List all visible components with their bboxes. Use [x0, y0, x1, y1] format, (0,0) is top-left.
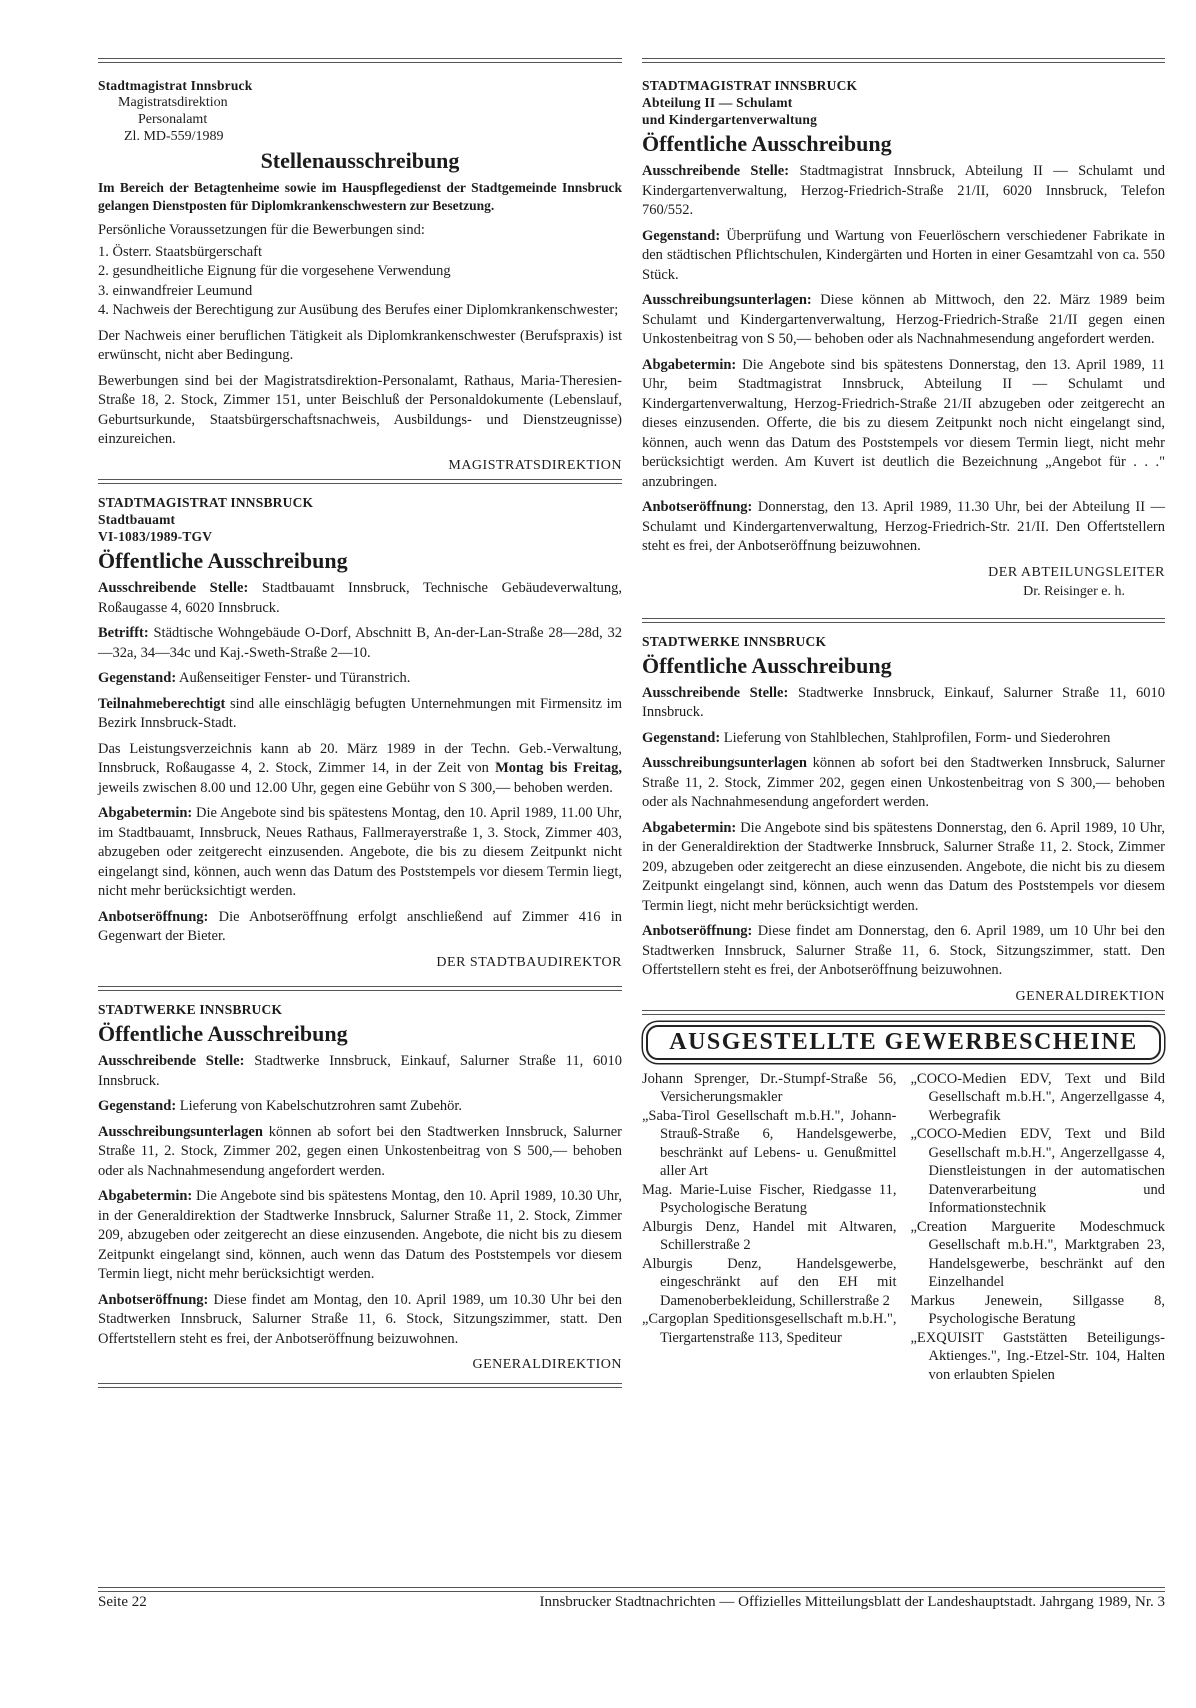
notice-paragraph — [98, 1097, 622, 1117]
notice-title: Öffentliche Ausschreibung — [642, 652, 892, 678]
field-label: Ausschreibende Stelle: — [642, 163, 790, 179]
field-label: Anbotseröffnung: — [98, 908, 209, 925]
notice-stadtwerke-kabel — [98, 991, 622, 1375]
notice-org: Stadtmagistrat Innsbruck — [98, 78, 253, 93]
notice-paragraph — [98, 1187, 622, 1285]
notice-org: STADTWERKE INNSBRUCK — [98, 1002, 283, 1017]
field-text: Außenseitiger Fenster- und Türanstrich. — [176, 670, 411, 686]
notice-paragraph — [642, 754, 1165, 813]
list-item: 3. einwandfreier Leumund — [98, 282, 253, 299]
field-text: können ab sofort bei den Stadtwerken Innsbruck, Salurner Straße 11, 2. Stock, Zimmer 202, gegen einen Unkostenbeitrag von S 300,— behoben oder als Nachnahmesendung angefordert werden. — [642, 755, 1165, 810]
notice-paragraph — [98, 579, 622, 618]
list-item: 4. Nachweis der Berechtigung zur Ausübung des Berufes einer Diplomkrankenschwester; — [98, 302, 619, 318]
notice-paragraph — [98, 695, 622, 734]
field-text: Die Anbotseröffnung erfolgt anschließend auf Zimmer 416 in Gegenwart der Bieter. — [98, 908, 622, 944]
notice-paragraph: Bewerbungen sind bei der Magistratsdirektion-Personalamt, Rathaus, Maria-Theresien-Straße 18, 2. Stock, Zimmer 151, unter Beischluß der Personaldokumente (Lebenslauf, Geburtsurkunde, Staatsbürgerschaftsnachweis, Ausbildungs- und Dienstzeugnisse) einzureichen. — [98, 372, 622, 447]
notice-paragraph — [642, 291, 1165, 350]
publication-line: Innsbrucker Stadtnachrichten — Offizielles Mitteilungsblatt der Landeshauptstadt. Jahrgang 1989, Nr. 3 — [539, 1594, 1165, 1610]
requirements-list — [98, 243, 622, 321]
notice-title: Öffentliche Ausschreibung — [642, 131, 892, 156]
notice-sub: Magistratsdirektion — [118, 95, 228, 110]
notice-paragraph — [642, 356, 1165, 493]
notice-sub: Stadtbauamt — [98, 512, 176, 527]
field-text: Diese findet am Montag, den 10. April 1989, um 10.30 Uhr bei den Stadtwerken Innsbruck, Salurner Straße 11, 6. Stock, Sitzungszimmer, statt. Den Offertstellern steht es frei, der Anbotseröffnung beizuwohnen. — [98, 1291, 622, 1347]
field-label: Gegenstand: — [642, 729, 721, 746]
field-text: Die Angebote sind bis spätestens Montag, den 10. April 1989, 10.30 Uhr, in der Generaldirektion der Stadtwerke Innsbruck, Salurner Straße 11, 2. Stock, Zimmer 209, abzugeben oder zeitgerecht an diese einzusenden. Angebote, die nicht bis zu diesem Zeitpunkt eingelangt sind, können, auch wenn das Datum des Poststempels vor diesem Termin liegt, nicht mehr berücksichtigt werden. — [98, 1188, 622, 1282]
field-text: Stadtbauamt Innsbruck, Technische Gebäudeverwaltung, Roßaugasse 4, 6020 Innsbruck. — [98, 580, 622, 616]
field-text: Städtische Wohngebäude O-Dorf, Abschnitt B, An-der-Lan-Straße 28—28d, 32—32a, 34—34c und Kaj.-Sweth-Straße 2—10. — [98, 625, 622, 661]
field-text: Diese können ab Mittwoch, den 22. März 1989 beim Schulamt und Kindergartenverwaltung, Herzog-Friedrich-Straße 21/II gegen einen Unkostenbeitrag von S 50,— behoben oder als Nachnahmesendung angefordert werden. — [642, 292, 1165, 347]
field-label: Abgabetermin: — [642, 356, 737, 373]
notice-paragraph — [642, 684, 1165, 723]
notice-org: STADTMAGISTRAT INNSBRUCK — [98, 495, 314, 510]
page-footer — [98, 1594, 1165, 1611]
field-label: Gegenstand: — [98, 670, 177, 686]
notice-title: Öffentliche Ausschreibung — [98, 548, 348, 573]
notice-signature: DER ABTEILUNGSLEITER — [988, 564, 1165, 580]
list-item: Markus Jenewein, Sillgasse 8, Psychologische Beratung — [910, 1292, 1165, 1327]
field-label: Anbotseröffnung: — [98, 1291, 209, 1308]
notice-sub: Abteilung II — Schulamt — [642, 95, 793, 110]
field-label: Ausschreibungsunterlagen: — [642, 292, 812, 308]
notice-paragraph — [98, 804, 622, 902]
notice-signature: DER STADTBAUDIREKTOR — [436, 954, 622, 970]
notice-ref: Zl. MD-559/1989 — [124, 129, 224, 144]
notice-paragraph — [98, 1123, 622, 1182]
notice-ref: VI-1083/1989-TGV — [98, 529, 213, 544]
field-label: Betrifft: — [98, 625, 149, 641]
notice-title: Öffentliche Ausschreibung — [98, 1021, 348, 1046]
field-text: Lieferung von Stahlblechen, Stahlprofilen, Form- und Siederohren — [720, 729, 1111, 746]
notice-paragraph — [642, 729, 1165, 749]
page-number: Seite 22 — [98, 1594, 147, 1610]
field-label: Ausschreibende Stelle: — [98, 580, 249, 596]
list-item: 1. Österr. Staatsbürgerschaft — [98, 243, 263, 260]
notice-paragraph — [98, 740, 622, 799]
field-text: Donnerstag, den 13. April 1989, 11.30 Uhr, bei der Abteilung II — Schulamt und Kindergartenverwaltung, Herzog-Friedrich-Str. 21/II. Den Offertstellern steht es frei, der Anbotseröffnung beizuwohnen. — [642, 499, 1165, 554]
footer-rule — [98, 1587, 1165, 1592]
column-rule — [98, 1383, 622, 1388]
list-item: „Cargoplan Speditionsgesellschaft m.b.H.", Tiergartenstraße 113, Spediteur — [642, 1311, 897, 1346]
field-text: sind alle einschlägig befugten Unternehmungen mit Firmensitz im Bezirk Innsbruck-Stadt. — [98, 695, 622, 731]
list-item: „COCO-Medien EDV, Text und Bild Gesellschaft m.b.H.", Angerzellgasse 4, Dienstleistungen in der automatischen Datenverarbeitung und Informationstechnik — [910, 1126, 1165, 1216]
field-text: Stadtwerke Innsbruck, Einkauf, Salurner Straße 11, 6010 Innsbruck. — [642, 684, 1165, 720]
field-label: Abgabetermin: — [642, 819, 737, 836]
field-label: Anbotseröffnung: — [642, 923, 753, 939]
field-label: Gegenstand: — [98, 1098, 177, 1114]
right-column — [642, 58, 1165, 1384]
field-label: Abgabetermin: — [98, 805, 193, 821]
column-rule — [642, 1010, 1165, 1015]
notice-org: STADTWERKE INNSBRUCK — [642, 633, 827, 649]
gewerbescheine-list — [642, 1070, 1165, 1385]
field-text: können ab sofort bei den Stadtwerken Innsbruck, Salurner Straße 11, 2. Stock, Zimmer 202, gegen einen Unkostenbeitrag von S 500,— behoben oder als Nachnahmesendung angefordert werden. — [98, 1123, 622, 1179]
field-text: Überprüfung und Wartung von Feuerlöschern verschiedener Fabrikate in den städtischen Pflichtschulen, Kindergärten und Horten in einer Gesamtzahl von ca. 550 Stück. — [642, 227, 1165, 283]
left-column — [98, 58, 622, 1388]
field-label: Anbotseröffnung: — [642, 499, 753, 515]
notice-paragraph — [98, 669, 622, 689]
notice-stadtbauamt — [98, 484, 622, 972]
field-label: Ausschreibende Stelle: — [98, 1053, 245, 1069]
field-text: Die Angebote sind bis spätestens Donnerstag, den 6. April 1989, 10 Uhr, in der Generaldirektion der Stadtwerke Innsbruck, Salurner Straße 11, 2. Stock, Zimmer 209, abzugeben oder zeitgerecht an diese einzusenden. Angebote, die nicht bis zu diesem Zeitpunkt eingelangt sind, können, auch wenn das Datum des Poststempels vor diesem Termin liegt, nicht mehr berücksichtigt werden. — [642, 819, 1165, 914]
notice-paragraph — [642, 162, 1165, 221]
field-label: Ausschreibungsunterlagen — [642, 755, 807, 771]
field-text: Die Angebote sind bis spätestens Montag, den 10. April 1989, 11.00 Uhr, im Stadtbauamt, Innsbruck, Neues Rathaus, Fallmerayerstraße 1, 3. Stock, Zimmer 403, abzugeben oder zeitgerecht einzusenden. Angebote, die bis zu diesem Zeitpunkt nicht eingelangt sind, können, auch wenn das Datum des Poststempels vor diesem Termin liegt, nicht mehr berücksichtigt werden. — [98, 805, 622, 899]
notice-sub: Personalamt — [138, 112, 208, 127]
field-label: Teilnahmeberechtigt — [98, 695, 226, 712]
notice-title: Stellenausschreibung — [260, 148, 460, 173]
notice-signature: GENERALDIREKTION — [1015, 988, 1165, 1004]
notice-schulamt — [642, 63, 1165, 602]
field-text: Das Leistungsverzeichnis kann ab 20. März 1989 in der Techn. Geb.-Verwaltung, Innsbruck, Roßaugasse 4, 2. Stock, Zimmer 14, in der Zeit von — [98, 740, 622, 776]
list-item: Alburgis Denz, Handel mit Altwaren, Schillerstraße 2 — [642, 1218, 897, 1253]
list-item: „Saba-Tirol Gesellschaft m.b.H.", Johann-Strauß-Straße 6, Handelsgewerbe, beschränkt auf Lebens- u. Genußmittel aller Art — [642, 1107, 897, 1179]
field-text: Stadtwerke Innsbruck, Einkauf, Salurner Straße 11, 6010 Innsbruck. — [98, 1053, 622, 1089]
field-text: jeweils zwischen 8.00 und 12.00 Uhr, gegen eine Gebühr von S 300,— behoben werden. — [98, 779, 613, 796]
list-item: „EXQUISIT Gaststätten Beteiligungs-Aktienges.", Ing.-Etzel-Str. 104, Halten von erlaubten Spielen — [910, 1329, 1165, 1383]
notice-paragraph — [642, 819, 1165, 917]
notice-signature: MAGISTRATSDIREKTION — [448, 457, 622, 473]
field-text: Die Angebote sind bis spätestens Donnerstag, den 13. April 1989, 11 Uhr, beim Stadtmagistrat Innsbruck, Abteilung II — Schulamt und Kindergartenverwaltung, Herzog-Friedrich-Straße 21/II abzugeben oder zeitgerecht an dieses einzusenden. Offerte, die bis zu diesem Zeitpunkt noch nicht eingelangt sind, können, auch wenn das Datum des Poststempels vor diesem Termin liegt, nicht mehr berücksichtigt werden. Am Kuvert ist deutlich die Bezeichnung „Angebot für . . ." anzubringen. — [642, 356, 1165, 490]
gewerbescheine-column — [911, 1070, 1166, 1385]
notice-paragraph: Persönliche Voraussetzungen für die Bewerbungen sind: — [98, 222, 425, 238]
notice-paragraph — [98, 1052, 622, 1091]
notice-paragraph — [98, 1291, 622, 1350]
notice-stadtwerke-stahl — [642, 623, 1165, 1007]
field-label: Ausschreibungsunterlagen — [98, 1123, 263, 1140]
list-item: Johann Sprenger, Dr.-Stumpf-Straße 56, Versicherungsmakler — [642, 1070, 897, 1105]
notice-stellenausschreibung — [98, 63, 622, 475]
notice-paragraph — [642, 498, 1165, 557]
notice-paragraph — [642, 922, 1165, 981]
notice-lead: Im Bereich der Betagtenheime sowie im Hauspflegedienst der Stadtgemeinde Innsbruck gelangen Dienstposten für Diplomkrankenschwestern zur Besetzung. — [98, 180, 622, 213]
list-item: Alburgis Denz, Handelsgewerbe, eingeschränkt auf den EH mit Damenoberbekleidung, Schillerstraße 2 — [642, 1255, 897, 1309]
notice-signature: GENERALDIREKTION — [472, 1357, 622, 1372]
gewerbescheine-column — [642, 1070, 897, 1385]
list-item: Mag. Marie-Luise Fischer, Riedgasse 11, Psychologische Beratung — [642, 1181, 897, 1216]
field-label: Abgabetermin: — [98, 1188, 193, 1204]
notice-signature-name: Dr. Reisinger e. h. — [1023, 584, 1125, 599]
field-text: Stadtmagistrat Innsbruck, Abteilung II — Schulamt und Kindergartenverwaltung, Herzog-Friedrich-Straße 21/II, 6020 Innsbruck, Telefon 760/552. — [642, 163, 1165, 218]
list-item: „COCO-Medien EDV, Text und Bild Gesellschaft m.b.H.", Angerzellgasse 4, Werbegrafik — [910, 1070, 1165, 1124]
list-item: 2. gesundheitliche Eignung für die vorgesehene Verwendung — [98, 263, 451, 279]
field-text: Diese findet am Donnerstag, den 6. April 1989, um 10 Uhr bei den Stadtwerken Innsbruck, Salurner Straße 11, 6. Stock, Sitzungszimmer, statt. Den Offertstellern steht es frei, der Anbotseröffnung beizuwohnen. — [642, 923, 1165, 978]
notice-sub: und Kindergartenverwaltung — [642, 112, 818, 127]
notice-paragraph — [642, 227, 1165, 286]
notice-paragraph: Der Nachweis einer beruflichen Tätigkeit als Diplomkrankenschwester (Berufspraxis) ist erwünscht, nicht aber Bedingung. — [98, 327, 622, 363]
notice-paragraph — [98, 908, 622, 947]
list-item: „Creation Marguerite Modeschmuck Gesellschaft m.b.H.", Marktgraben 23, Handelsgewerbe, beschränkt auf den Einzelhandel — [910, 1218, 1165, 1290]
field-label: Gegenstand: — [642, 227, 721, 244]
notice-org: STADTMAGISTRAT INNSBRUCK — [642, 78, 858, 93]
field-label: Ausschreibende Stelle: — [642, 684, 789, 701]
notice-paragraph — [98, 624, 622, 663]
gewerbescheine-title: AUSGESTELLTE GEWERBESCHEINE — [646, 1025, 1161, 1060]
field-label: Montag bis Freitag, — [495, 760, 622, 776]
field-text: Lieferung von Kabelschutzrohren samt Zubehör. — [176, 1098, 463, 1114]
